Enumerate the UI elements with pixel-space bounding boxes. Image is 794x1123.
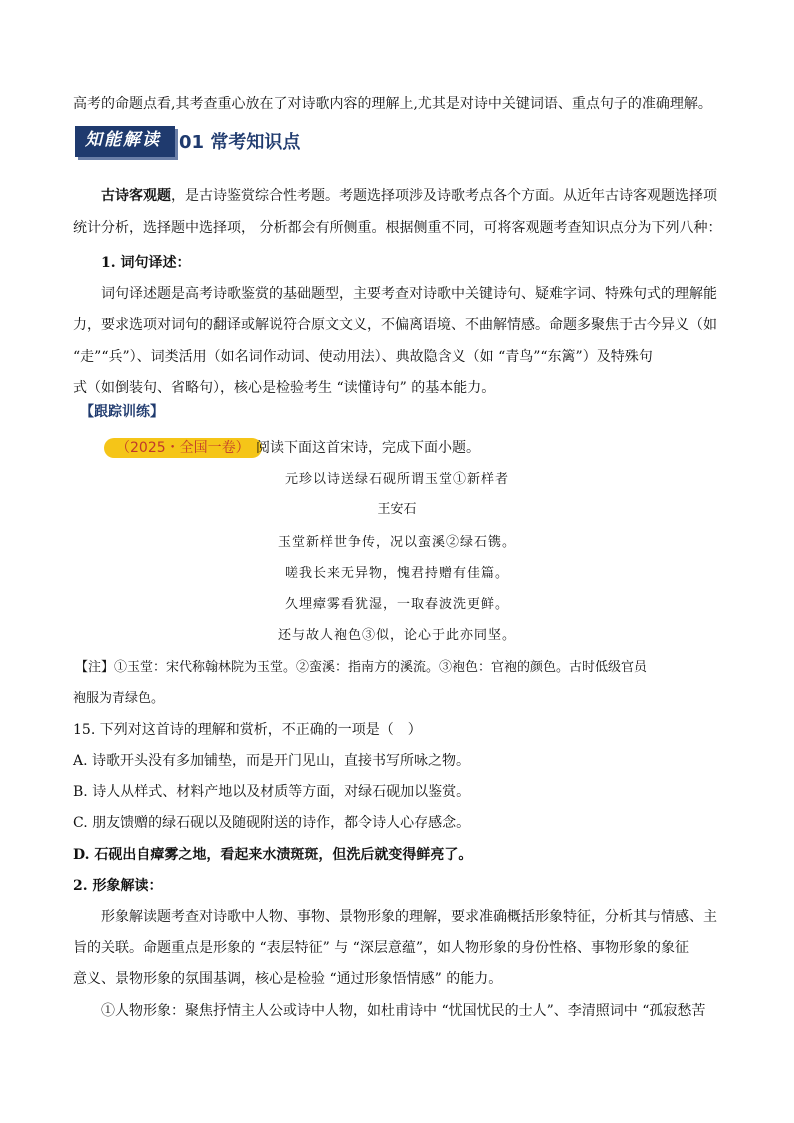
- option-b: B. 诗人从样式、材料产地以及材质等方面，对绿石砚加以鉴赏。: [73, 784, 471, 800]
- training-label: 【跟踪训练】: [80, 404, 164, 420]
- point2-line: 形象解读题考查对诗歌中人物、事物、景物形象的理解，要求准确概括形象特征，分析其与情感、主: [101, 909, 717, 925]
- objective-line-1: [101, 186, 717, 206]
- exam-source-badge: （2025・全国一卷）: [104, 438, 262, 458]
- point2-line: 意义、景物形象的氛围基调，核心是检验 “通过形象悟情感” 的能力。: [73, 971, 503, 987]
- question-stem: 15. 下列对这首诗的理解和赏析，不正确的一项是（ ）: [73, 722, 422, 738]
- point1-line: 力，要求选项对词句的翻译或解说符合原文文义，不偏离语境、不曲解情感。命题多聚焦于古今异义（如: [73, 317, 717, 333]
- option-a: A. 诗歌开头没有多加铺垫，而是开门见山，直接书写所咏之物。: [73, 753, 471, 769]
- intro-line: 高考的命题点看,其考查重心放在了对诗歌内容的理解上,尤其是对诗中关键词语、重点句子的准确理解。: [73, 96, 712, 112]
- point2-line: 旨的关联。命题重点是形象的 “表层特征” 与 “深层意蕴”，如人物形象的身份性格、事物形象的象征: [73, 940, 689, 956]
- point2-line: ①人物形象：聚焦抒情主人公或诗中人物，如杜甫诗中 “忧国忧民的士人”、李清照词中 “孤寂愁苦: [101, 1003, 706, 1019]
- poem-line: 嗟我长来无异物，愧君持赠有佳篇。: [284, 566, 509, 581]
- objective-line-2: 统计分析，选择题中选择项， 分析都会有所侧重。根据侧重不同，可将客观题考查知识点分为下列八种：: [73, 220, 722, 236]
- poem-line: 玉堂新样世争传，况以蛮溪②绿石镌。: [277, 535, 516, 550]
- point1-heading: 1. 词句译述：: [101, 255, 191, 271]
- poem-note-line: 袍服为青绿色。: [73, 691, 165, 706]
- point1-line: 式（如倒装句、省略句），核心是检验考生 “读懂诗句” 的基本能力。: [73, 380, 496, 396]
- section-header: [75, 126, 300, 156]
- option-c: C. 朋友馈赠的绿石砚以及随砚附送的诗作，都令诗人心存感念。: [73, 815, 471, 831]
- point1-line: 词句译述题是高考诗歌鉴赏的基础题型，主要考查对诗歌中关键诗句、疑难字词、特殊句式的理解能: [101, 286, 717, 302]
- poem-line: 久埋瘴雾看犹湿，一取春波洗更鲜。: [284, 597, 509, 612]
- poem-author: 王安石: [377, 502, 417, 517]
- section-title: 01 常考知识点: [179, 132, 301, 153]
- poem-line: 还与故人袍色③似，论心于此亦同坚。: [277, 628, 516, 643]
- exercise-instruction: 阅读下面这首宋诗，完成下面小题。: [256, 440, 480, 456]
- point2-heading: 2. 形象解读：: [73, 878, 163, 894]
- point1-line: “走”“兵”）、词类活用（如名词作动词、使动用法）、典故隐含义（如 “青鸟”“东篱”）及特殊句: [73, 349, 653, 365]
- section-badge: 知能解读: [75, 126, 175, 157]
- objective-line-1-rest: ，是古诗鉴赏综合性考题。考题选择项涉及诗歌考点各个方面。从近年古诗客观题选择项: [171, 188, 717, 204]
- objective-term: 古诗客观题: [101, 188, 171, 204]
- option-d: D. 石砚出自瘴雾之地，看起来水渍斑斑，但洗后就变得鲜亮了。: [73, 847, 473, 863]
- poem-note-line: 【注】①玉堂：宋代称翰林院为玉堂。②蛮溪：指南方的溪流。③袍色：官袍的颜色。古时低级官员: [75, 660, 648, 675]
- poem-title: 元珍以诗送绿石砚所谓玉堂①新样者: [284, 472, 509, 487]
